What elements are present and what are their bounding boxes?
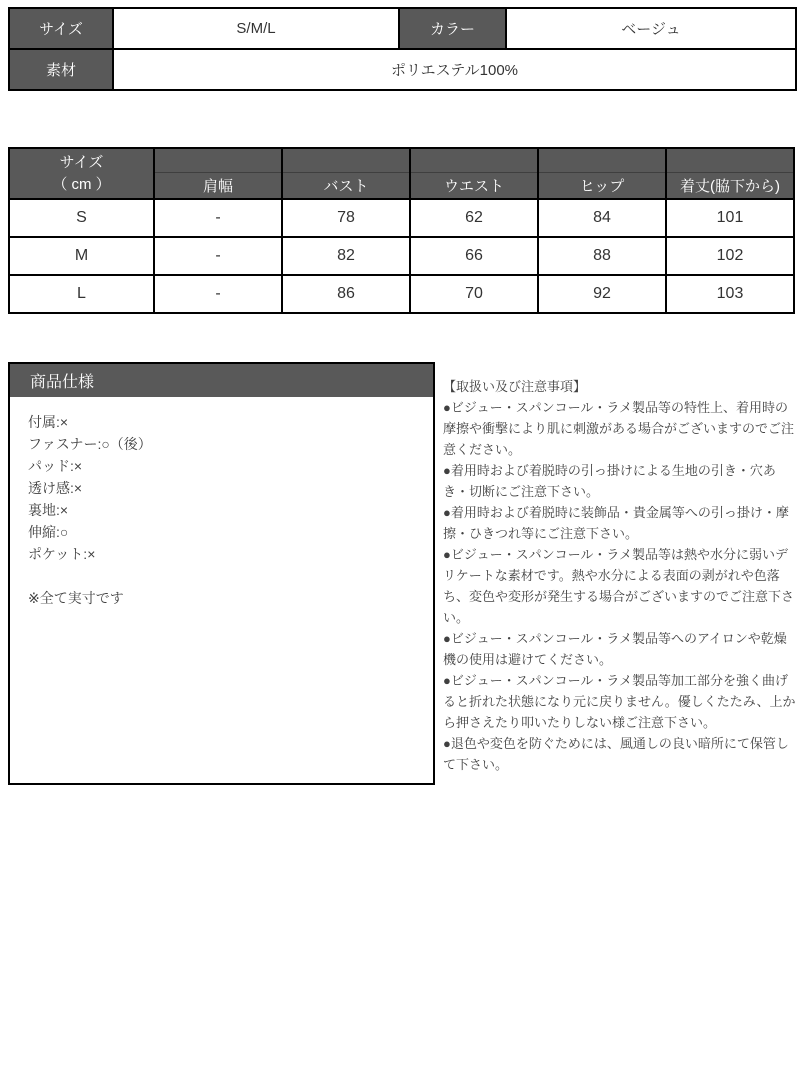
notice-item: ●退色や変色を防ぐためには、風通しの良い暗所にて保管して下さい。 [443,736,789,772]
spec-note: ※全て実寸です [28,590,124,606]
size-header-label: サイズ [59,153,104,171]
size-unit-label: （ cm ） [52,175,111,193]
size-cell: L [9,275,154,313]
size-row-m [9,237,794,275]
size-value-cell: S/M/L [113,8,399,49]
shoulder-cell: - [154,237,282,275]
col-header-bust: バスト [282,173,410,200]
size-row-l [9,275,794,313]
notice-item: ●ビジュー・スパンコール・ラメ製品等加工部分を強く曲げると折れた状態になり元に戻りません。優しくたたみ、上から押さえたり叩いたりしない様ご注意下さい。 [443,673,796,730]
material-value-cell: ポリエステル100% [113,49,796,90]
header-spacer-cell [282,148,410,173]
length-cell: 103 [666,275,794,313]
hip-cell: 84 [538,199,666,237]
size-chart-header-row-top [9,148,794,173]
size-cell: M [9,237,154,275]
col-header-waist: ウエスト [410,173,538,200]
bust-cell: 86 [282,275,410,313]
header-spacer-cell [410,148,538,173]
size-row-s [9,199,794,237]
spec-box-title: 商品仕様 [10,364,433,397]
size-unit-header-cell [9,148,154,199]
info-row-material [9,49,796,90]
col-header-hip: ヒップ [538,173,666,200]
shoulder-cell: - [154,199,282,237]
header-spacer-cell [154,148,282,173]
notice-item: ●ビジュー・スパンコール・ラメ製品等へのアイロンや乾燥機の使用は避けてください。 [443,631,787,667]
notice-item: ●ビジュー・スパンコール・ラメ製品等の特性上、着用時の摩擦や衝撃により肌に刺激がある場合がございますのでご注意ください。 [443,400,795,457]
info-row-size-color [9,8,796,49]
spec-item-stretch: 伸縮:○ [28,524,69,540]
hip-cell: 92 [538,275,666,313]
col-header-shoulder: 肩幅 [154,173,282,200]
length-cell: 101 [666,199,794,237]
length-cell: 102 [666,237,794,275]
notice-item: ●着用時および着脱時に装飾品・貴金属等への引っ掛け・摩擦・ひきつれ等にご注意下さい。 [443,505,789,541]
spec-item-pocket: ポケット:× [28,546,96,562]
size-chart-table [8,147,795,314]
color-label-cell: カラー [399,8,506,49]
material-label-cell: 素材 [9,49,113,90]
spec-item-pad: パッド:× [28,458,83,474]
color-value-cell: ベージュ [506,8,796,49]
notices-title: 【取扱い及び注意事項】 [443,379,587,394]
notice-item: ●ビジュー・スパンコール・ラメ製品等は熱や水分に弱いデリケートな素材です。熱や水分による表面の剥がれや色落ち、変色や変形が発生する場合がございますのでご注意下さい。 [443,547,795,625]
hip-cell: 88 [538,237,666,275]
handling-notices [443,376,796,775]
spec-item-sheer: 透け感:× [28,480,83,496]
size-cell: S [9,199,154,237]
product-info-table [8,7,797,91]
shoulder-cell: - [154,275,282,313]
size-label-cell: サイズ [9,8,113,49]
spec-item-accessory: 付属:× [28,414,69,430]
spec-item-lining: 裏地:× [28,502,69,518]
notice-item: ●着用時および着脱時の引っ掛けによる生地の引き・穴あき・切断にご注意下さい。 [443,463,776,499]
waist-cell: 66 [410,237,538,275]
spec-item-fastener: ファスナー:○（後） [28,436,152,452]
spec-box-body [10,397,433,609]
waist-cell: 70 [410,275,538,313]
header-spacer-cell [666,148,794,173]
col-header-length: 着丈(脇下から) [666,173,794,200]
bust-cell: 82 [282,237,410,275]
product-spec-box [8,362,435,785]
bust-cell: 78 [282,199,410,237]
header-spacer-cell [538,148,666,173]
waist-cell: 62 [410,199,538,237]
